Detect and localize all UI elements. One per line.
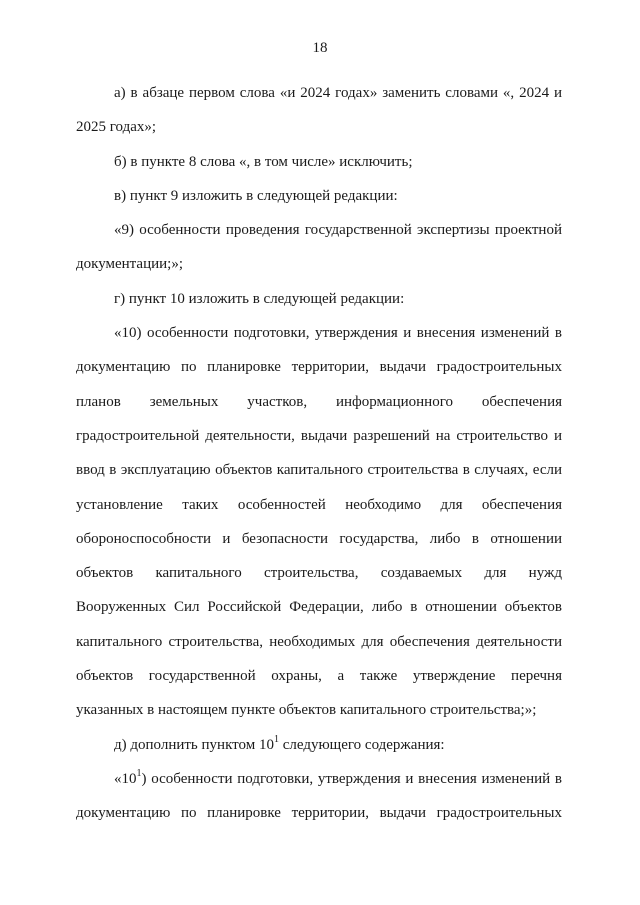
paragraph-point-10: «10) особенности подготовки, утверждения и внесения изменений в документацию по планировке территории, выдачи градостроительных планов земельных участков, информационного обеспечения градостроительной деятельности, выдачи разрешений на строительство и ввод в эксплуатацию объектов капитального строительства в случаях, если установление таких особенностей необходимо для обеспечения обороноспособности и безопасности государства, либо в отношении объектов капитального строительства, создаваемых для нужд Вооруженных Сил Российской Федерации, либо в отношении объектов капитального строительства, необходимых для обеспечения деятельности объектов государственной охраны, а также утверждение перечня указанных в настоящем пункте объектов капитального строительства;»; (76, 325, 562, 719)
paragraph-point-9: «9) особенности проведения государственной экспертизы проектной документации;»; (76, 222, 562, 273)
paragraph-a: а) в абзаце первом слова «и 2024 годах» заменить словами «, 2024 и 2025 годах»; (76, 85, 562, 136)
page-number: 18 (312, 40, 328, 56)
paragraph-point-10-1-text: ) особенности подготовки, утверждения и внесения изменений в документацию по планировке территории, выдачи градостроительных (76, 770, 562, 822)
paragraph-d-text-end: следующего содержания: (278, 736, 445, 753)
paragraph-g: г) пункт 10 изложить в следующей редакции: (114, 290, 405, 307)
paragraph-point-10-1 (76, 762, 562, 831)
document-body (76, 76, 562, 831)
paragraph-v: в) пункт 9 изложить в следующей редакции: (114, 187, 398, 204)
paragraph-point-10-1-superscript: 1 (136, 767, 142, 779)
paragraph-d-text: д) дополнить пунктом 10 (114, 736, 274, 753)
paragraph-b: б) в пункте 8 слова «, в том числе» исключить; (114, 153, 413, 170)
paragraph-point-10-1-open: «10 (114, 770, 137, 787)
paragraph-d-superscript: 1 (273, 733, 279, 745)
paragraph-d (76, 728, 562, 762)
